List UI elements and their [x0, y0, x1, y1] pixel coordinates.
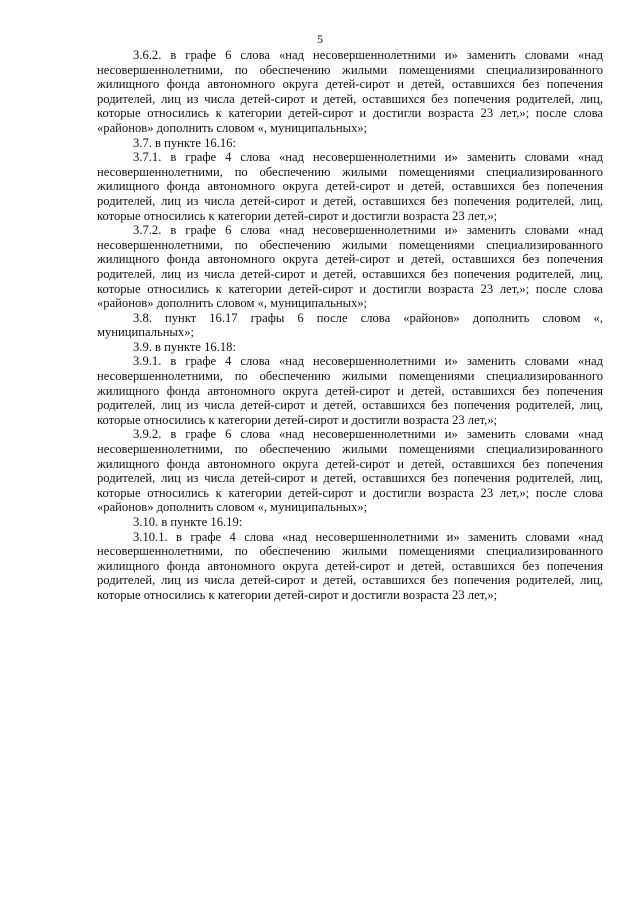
paragraph-3-9-2: 3.9.2. в графе 6 слова «над несовершеннолетними и» заменить словами «над несовершеннолетними, по обеспечению жилыми помещениями специализированного жилищного фонда автономного округа детей-сирот и детей, оставшихся без попечения родителей, лиц из числа детей-сирот и детей, оставшихся без попечения родителей, лиц, которые относились к категории детей-сирот и достигли возраста 23 лет,»; после слова «районов» дополнить словом «, муниципальных»;: [97, 427, 603, 515]
paragraph-3-9: 3.9. в пункте 16.18:: [133, 339, 236, 354]
document-body: [97, 48, 603, 603]
paragraph-3-7-2: 3.7.2. в графе 6 слова «над несовершеннолетними и» заменить словами «над несовершеннолетними, по обеспечению жилыми помещениями специализированного жилищного фонда автономного округа детей-сирот и детей, оставшихся без попечения родителей, лиц из числа детей-сирот и детей, оставшихся без попечения родителей, лиц, которые относились к категории детей-сирот и достигли возраста 23 лет,»; после слова «районов» дополнить словом «, муниципальных»;: [97, 223, 603, 311]
paragraph-3-8: 3.8. пункт 16.17 графы 6 после слова «районов» дополнить словом «, муниципальных»;: [97, 310, 603, 340]
page-number: 5: [317, 32, 323, 46]
paragraph-3-7: 3.7. в пункте 16.16:: [133, 135, 236, 150]
paragraph-3-10-1: 3.10.1. в графе 4 слова «над несовершеннолетними и» заменить словами «над несовершеннолетними, по обеспечению жилыми помещениями специализированного жилищного фонда автономного округа детей-сирот и детей, оставшихся без попечения родителей, лиц из числа детей-сирот и детей, оставшихся без попечения родителей, лиц, которые относились к категории детей-сирот и достигли возраста 23 лет,»;: [97, 529, 603, 602]
paragraph-3-6-2: 3.6.2. в графе 6 слова «над несовершеннолетними и» заменить словами «над несовершеннолетними, по обеспечению жилыми помещениями специализированного жилищного фонда автономного округа детей-сирот и детей, оставшихся без попечения родителей, лиц из числа детей-сирот и детей, оставшихся без попечения родителей, лиц, которые относились к категории детей-сирот и достигли возраста 23 лет,»; после слова «районов» дополнить словом «, муниципальных»;: [97, 48, 603, 135]
paragraph-3-9-1: 3.9.1. в графе 4 слова «над несовершеннолетними и» заменить словами «над несовершеннолетними, по обеспечению жилыми помещениями специализированного жилищного фонда автономного округа детей-сирот и детей, оставшихся без попечения родителей, лиц из числа детей-сирот и детей, оставшихся без попечения родителей, лиц, которые относились к категории детей-сирот и достигли возраста 23 лет,»;: [97, 354, 603, 427]
paragraph-3-7-1: 3.7.1. в графе 4 слова «над несовершеннолетними и» заменить словами «над несовершеннолетними, по обеспечению жилыми помещениями специализированного жилищного фонда автономного округа детей-сирот и детей, оставшихся без попечения родителей, лиц из числа детей-сирот и детей, оставшихся без попечения родителей, лиц, которые относились к категории детей-сирот и достигли возраста 23 лет,»;: [97, 150, 603, 223]
paragraph-3-10: 3.10. в пункте 16.19:: [133, 515, 243, 529]
